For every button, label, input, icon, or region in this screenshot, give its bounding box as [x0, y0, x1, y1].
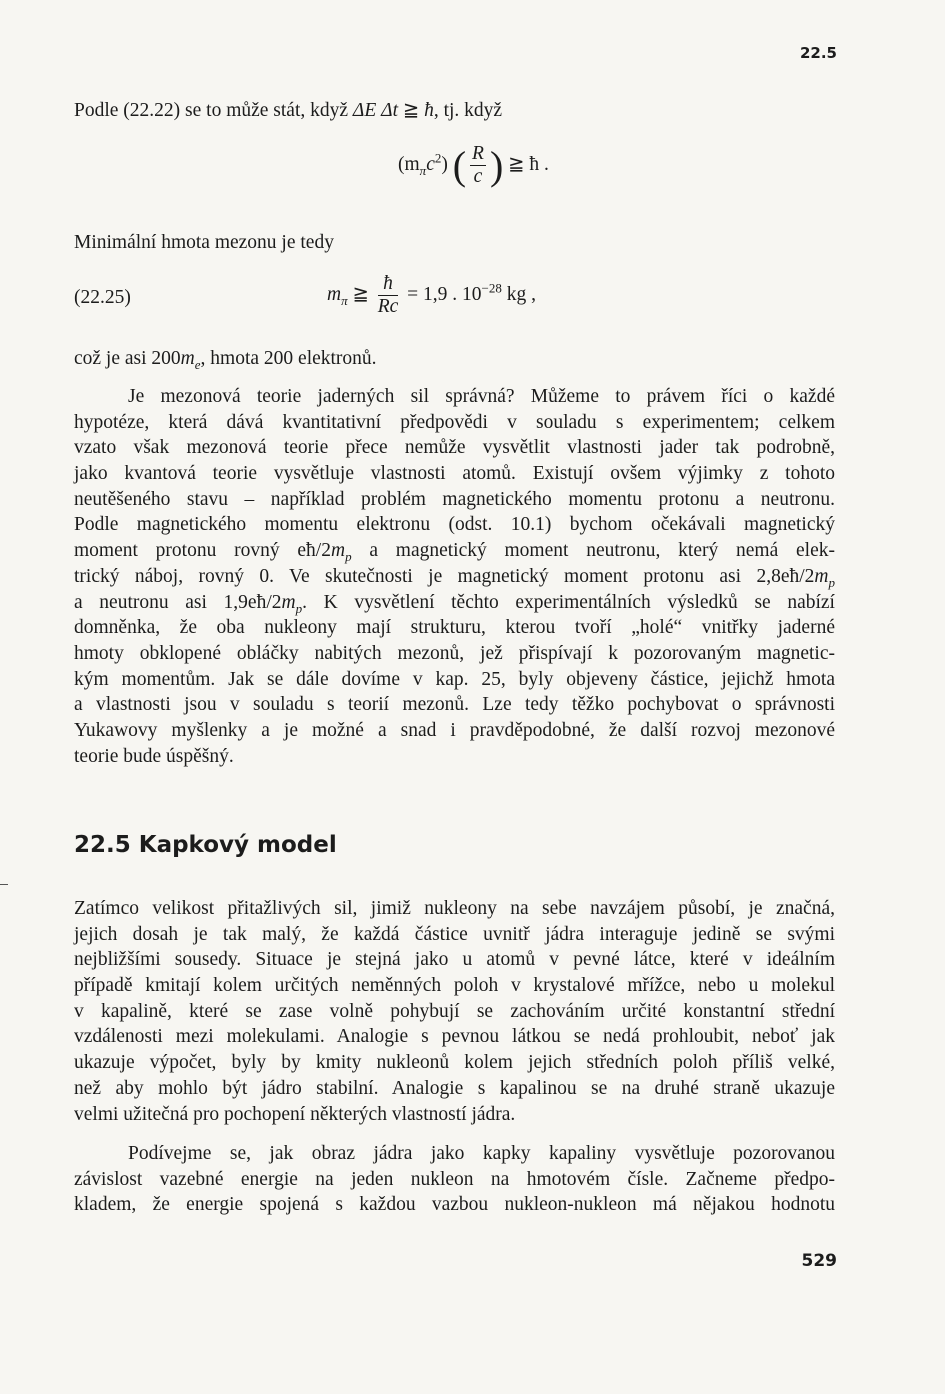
paragraph-binding-energy: Podívejme se, jak obraz jádra jako kapky kapaliny vysvětluje pozorovanou závislost vazebné energie na jeden nukleon na hmotovém čísle. Začneme předpo- kladem, že energie spojená s každou vazbou nukleon-nukleon má nějakou hodnotu: [74, 1143, 835, 1216]
intro-line: Podle (22.22) se to může stát, když ΔE Δt ≧ ħ, tj. když: [74, 100, 503, 121]
paragraph-droplet-intro: Zatímco velikost přitažlivých sil, jimiž nukleony na sebe navzájem působí, je značná, jejich dosah je tak malý, že každá částice uvnitř jádra interaguje jedině se svými nejbližšími sousedy. Situace je stejná jako u atomů v pevné látce, které v ideálním případě kmitají kolem určitých neměnných poloh v krystalové mřížce, nebo u molekul v kapalině, které se zase volně pohybují se zachováním určité konstantní střední vzdálenosti mezi molekulami. Analogie s pevnou látkou se nedá prohloubit, neboť jak ukazuje výpočet, byly by kmity nukleonů kolem jejich středních poloh příliš velké, než aby mohlo být jádro stabilní. Analogie s kapalinou se na druhé straně ukazuje velmi užitečná pro pochopení některých vlastností jádra.: [74, 898, 835, 1125]
after-equation-line: což je asi $200m_e$, hmota 200 elektronů.: [74, 348, 377, 372]
fraction-r-over-c: $\frac{R}{c}$: [472, 143, 484, 187]
fraction-hbar-over-rc: $\frac{ħ}{Rc}$: [377, 273, 399, 317]
min-mass-line: Minimální hmota mezonu je tedy: [74, 232, 334, 253]
equation-uncertainty: $(m_\pi c^2)$ ( $\frac{R}{c}$ ) ≧ ħ .: [398, 143, 549, 188]
paragraph-meson-theory: Je mezonová teorie jaderných sil správná? Můžeme to právem říci o každé hypotéze, která dává kvantitativní předpovědi v souladu s experimentem; celkem vzato však mezonová teorie přece nemůže vysvětlit vlastnosti jader tak podrobně, jako kvantová teorie vysvětluje vlastnosti atomů. Existují ovšem výjimky z tohoto neutěšeného stavu – například problém magnetického momentu protonu a neutronu. Podle magnetického momentu elektronu (odst. 10.1) bychom očekávali magnetický moment protonu rovný $eħ/2m_p$ a magnetický moment neutronu, který nemá elek- trický náboj, rovný 0. Ve skutečnosti je magnetický moment protonu asi $2,8eħ/2m_p$ a neutronu asi $1,9eħ/2m_p$. K vysvětlení těchto experimentálních výsledků se nabízí domněnka, že oba nukleony mají strukturu, kterou tvoří „holé“ vnitřky jaderné hmoty obklopené obláčky nabitých mezonů, jež přispívají k pozorovaným magnetic- kým momentům. Jak se dále dovíme v kap. 25, byly objeveny částice, jejichž hmota a vlastnosti jsou v souladu s teorií mezonů. Lze tedy těžko pochybovat o správnosti Yukawovy myšlenky a je možné a snad i pravděpodobné, že další rozvoj mezonové teorie bude úspěšný.: [74, 386, 835, 767]
page-number: 529: [801, 1251, 837, 1271]
equation-meson-mass: $m_\pi$ ≧ $\frac{ħ}{Rc}$ = 1,9 . $10^{-28}$ kg ,: [327, 273, 536, 317]
section-heading: 22.5 Kapkový model: [74, 832, 337, 858]
running-head: 22.5: [799, 44, 837, 62]
equation-label: (22.25): [74, 287, 131, 308]
margin-mark: [0, 884, 8, 885]
